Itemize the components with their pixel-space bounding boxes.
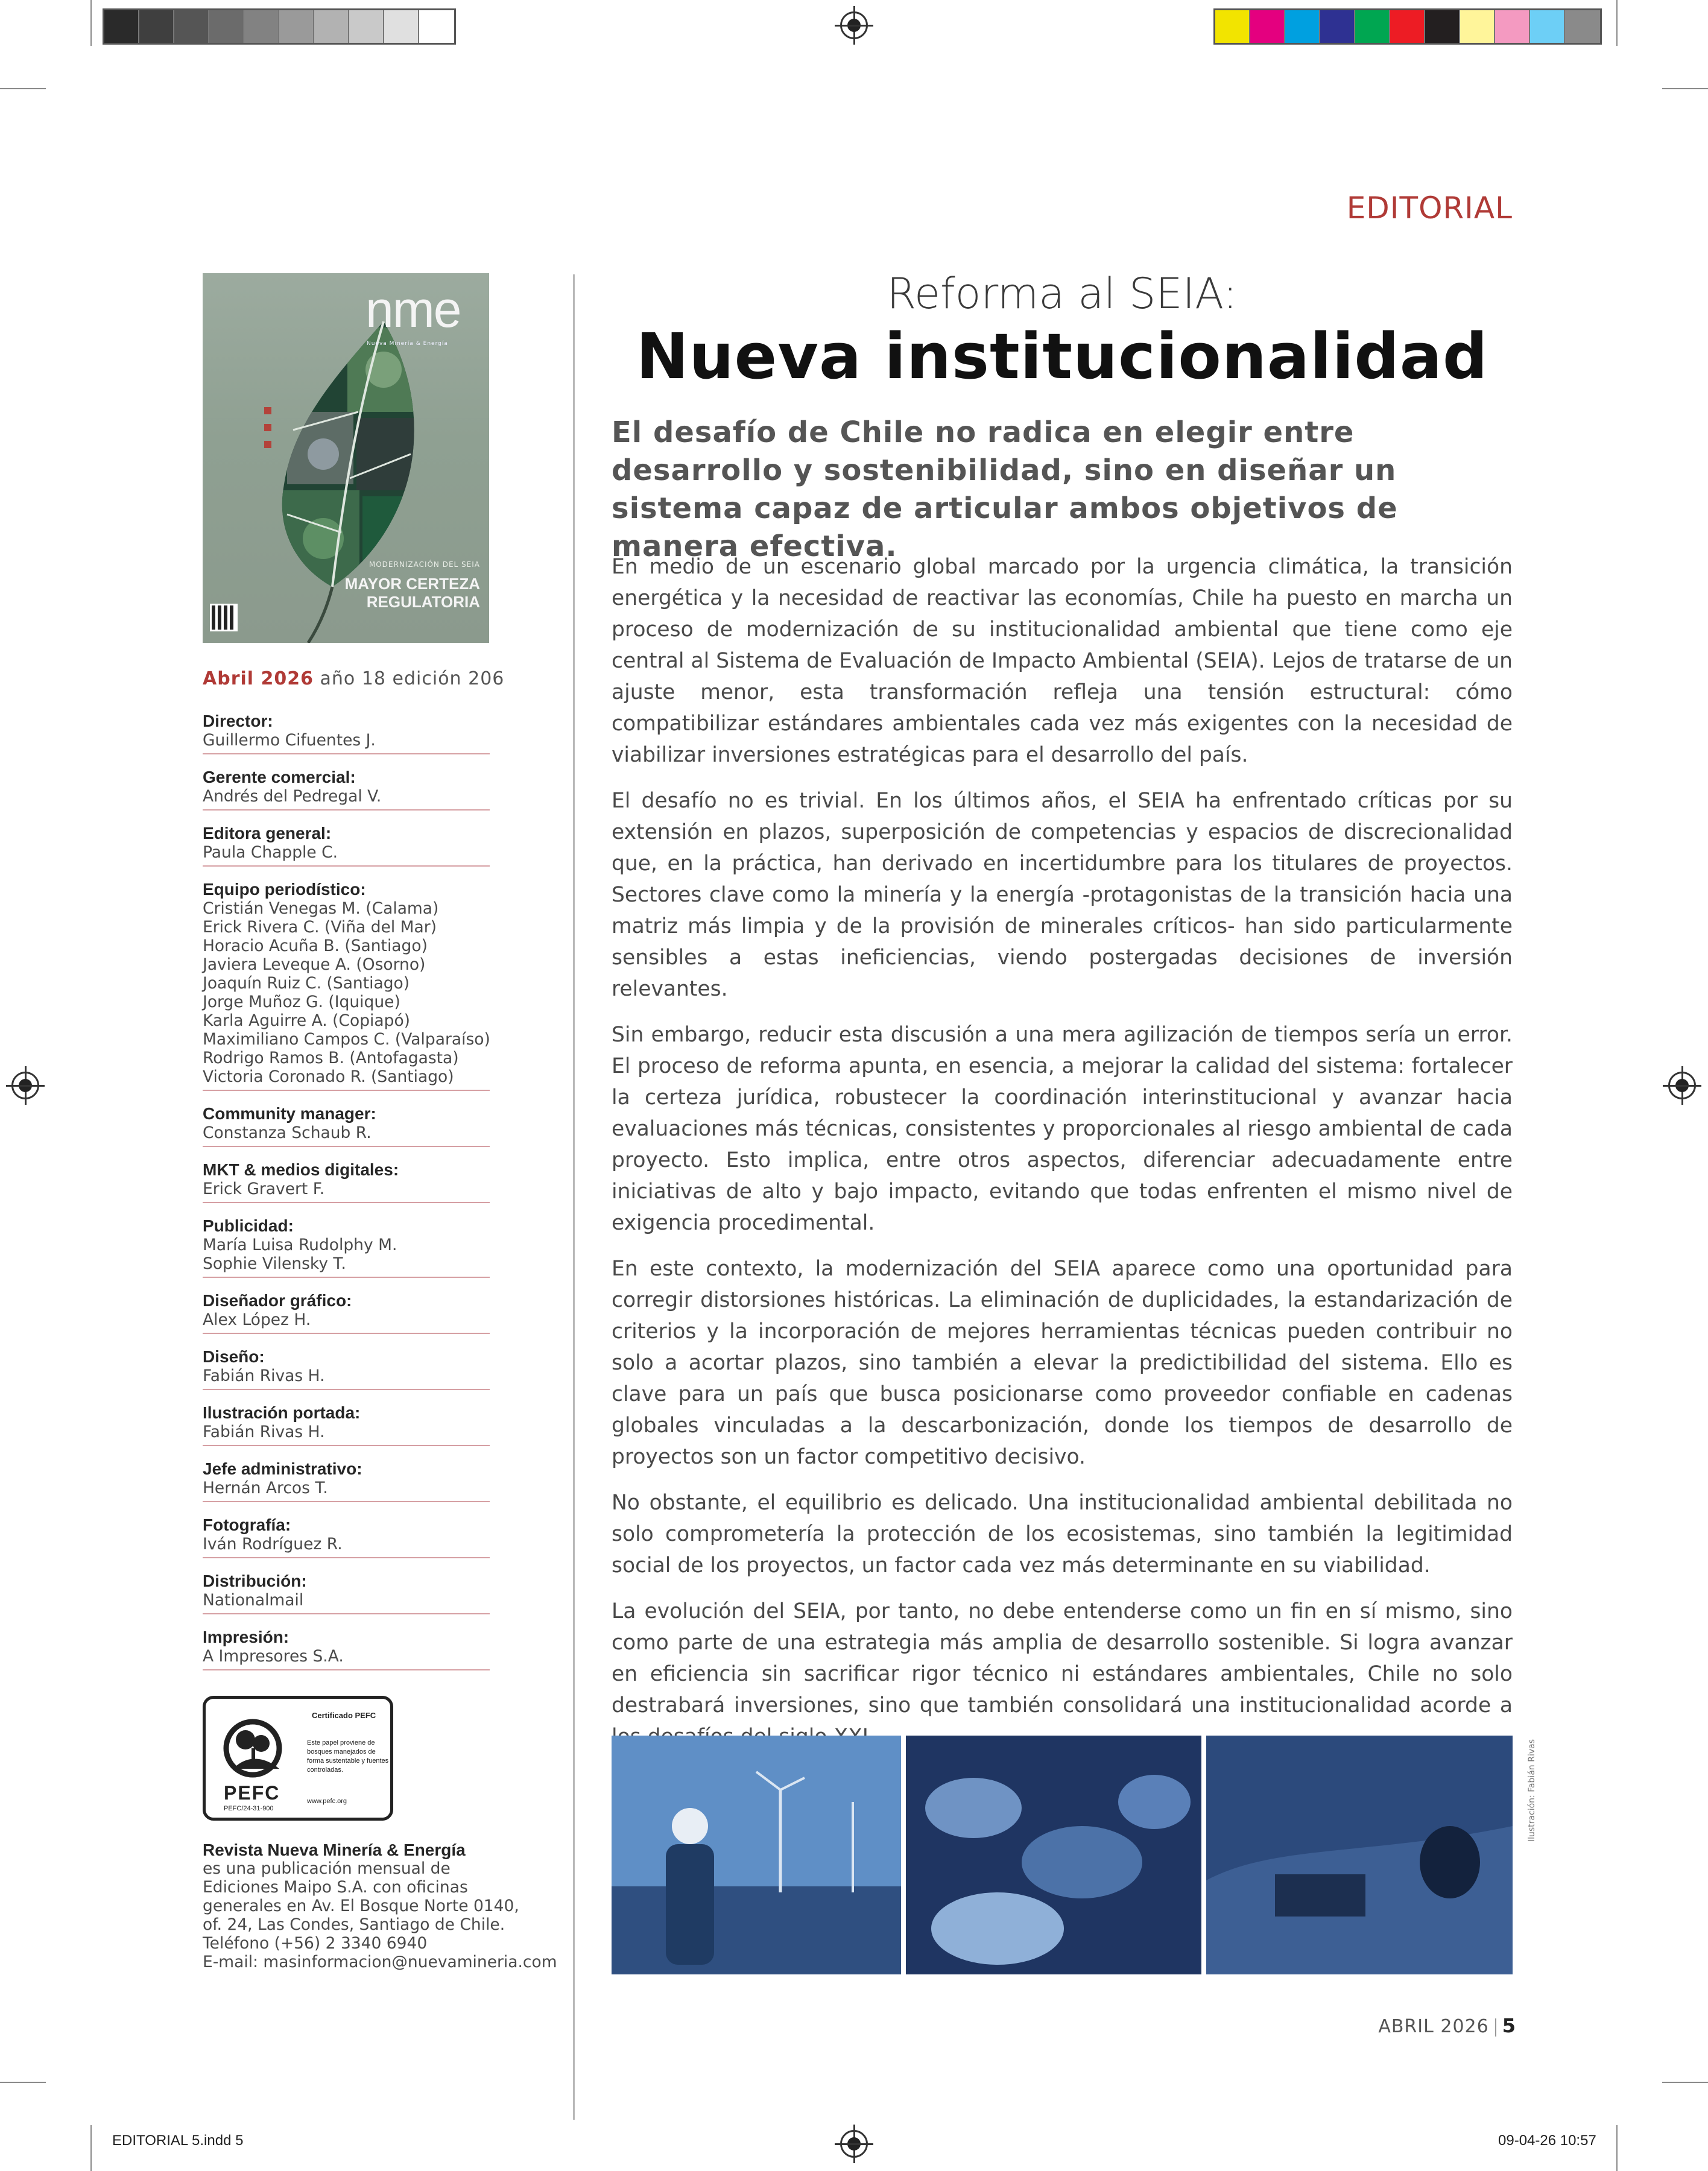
- article-paragraph: No obstante, el equilibrio es delicado. Una institucionalidad ambiental debilitada no solo comprometería la protección de los ecosistemas, sino también la legitimidad social de los proyectos, un factor cada vez más determinante en su viabilidad.: [612, 1491, 1513, 1578]
- registration-mark-right: [1668, 1072, 1696, 1099]
- color-calibration-bar: [1213, 8, 1602, 45]
- cover-accent-square: [264, 407, 271, 414]
- staff-role: Community manager:: [203, 1104, 376, 1123]
- cover-logo: nme: [365, 281, 461, 338]
- staff-role: Diseño:: [203, 1347, 265, 1366]
- color-swatch: [1285, 10, 1320, 43]
- illustration-collage: [612, 1736, 1513, 1974]
- article-kicker: Reforma al SEIA:: [887, 269, 1238, 318]
- staff-role: Equipo periodístico:: [203, 880, 366, 899]
- article-paragraph: El desafío no es trivial. En los últimos años, el SEIA ha enfrentado críticas por su extensión en plazos, superposición de competencias y espacios de discrecionalidad que, en la práctica, han derivado en incertidumbre para los titulares de proyectos. Sectores clave como la minería y la energía -protagonistas de la transición hacia una matriz más limpia y de la provisión de minerales críticos- han sido particularmente sensibles a estas ineficiencias, viendo postergadas decisiones de inversión relevantes.: [612, 789, 1513, 1001]
- color-swatch: [1250, 10, 1285, 43]
- publisher-info: [203, 1841, 589, 1971]
- staff-entry: [203, 1515, 490, 1558]
- staff-role: Diseñador gráfico:: [203, 1291, 352, 1310]
- crop-mark: [90, 2125, 92, 2171]
- color-swatch: [244, 10, 279, 43]
- color-swatch: [1390, 10, 1425, 43]
- staff-role: Ilustración portada:: [203, 1403, 361, 1422]
- cover-headline-line: REGULATORIA: [366, 593, 480, 611]
- qr-code-icon: [210, 604, 238, 631]
- color-swatch: [1215, 10, 1250, 43]
- staff-role: Jefe administrativo:: [203, 1459, 362, 1478]
- staff-entry: [203, 880, 490, 1091]
- pefc-tree-icon: [221, 1713, 294, 1786]
- color-swatch: [279, 10, 314, 43]
- staff-name: Victoria Coronado R. (Santiago): [203, 1067, 454, 1086]
- staff-role: Editora general:: [203, 824, 332, 842]
- cover-accent-square: [264, 441, 271, 448]
- color-swatch: [174, 10, 209, 43]
- staff-name: Joaquín Ruiz C. (Santiago): [203, 974, 410, 993]
- staff-name: Jorge Muñoz G. (Iquique): [203, 993, 400, 1011]
- staff-role: Director:: [203, 712, 273, 730]
- staff-name: A Impresores S.A.: [203, 1647, 344, 1666]
- publisher-line: es una publicación mensual de: [203, 1859, 451, 1878]
- staff-name: Javiera Leveque A. (Osorno): [203, 955, 426, 974]
- staff-role: Publicidad:: [203, 1216, 294, 1235]
- issue-number: año 18 edición 206: [314, 668, 505, 689]
- article-lede: El desafío de Chile no radica en elegir entre desarrollo y sostenibilidad, sino en diseñar un sistema capaz de articular ambos objetivos de manera efectiva.: [612, 416, 1398, 563]
- color-swatch: [1495, 10, 1530, 43]
- registration-mark-top: [840, 11, 868, 39]
- staff-name: Horacio Acuña B. (Santiago): [203, 937, 428, 955]
- staff-entry: [203, 1291, 490, 1334]
- article-title: Nueva institucionalidad: [636, 320, 1488, 393]
- gray-calibration-bar: [103, 8, 456, 45]
- color-swatch: [1530, 10, 1565, 43]
- color-swatch: [209, 10, 244, 43]
- folio-separator: [1495, 2018, 1496, 2037]
- staff-entry: [203, 1160, 490, 1203]
- crop-mark: [0, 2082, 46, 2083]
- staff-name: Iván Rodríguez R.: [203, 1535, 343, 1553]
- staff-name: Andrés del Pedregal V.: [203, 787, 382, 806]
- crop-mark: [90, 0, 92, 46]
- staff-entry: [203, 1459, 490, 1502]
- article-paragraph: Sin embargo, reducir esta discusión a una mera agilización de tiempos sería un error. El proceso de reforma apunta, en esencia, a mejorar la calidad del sistema: fortalecer la certeza jurídica, robustecer la coordinación interinstitucional y avanzar hacia evaluaciones más técnicas, consistentes y proporcionales al riesgo ambiental de cada proyecto. Esto implica, entre otros aspectos, diferenciar adecuadamente entre iniciativas de alto y bajo impacto, evitando que todas enfrenten el mismo nivel de exigencia procedimental.: [612, 1023, 1513, 1235]
- staff-entry: [203, 1628, 490, 1670]
- issue-info: [203, 668, 504, 689]
- pefc-code: PEFC/24-31-900: [224, 1805, 274, 1812]
- pefc-certified-label: Certificado PEFC: [312, 1711, 376, 1720]
- staff-name: Constanza Schaub R.: [203, 1123, 372, 1142]
- color-swatch: [1425, 10, 1460, 43]
- photo-credit: Ilustración: Fabián Rivas: [1527, 1739, 1537, 1842]
- column-divider: [573, 274, 575, 2120]
- registration-mark-left: [11, 1072, 39, 1099]
- article-paragraph: La evolución del SEIA, por tanto, no debe entenderse como un fin en sí mismo, sino como parte de una estrategia más amplia de desarrollo sostenible. Si logra avanzar en eficiencia sin sacrificar rigor técnico ni estándares ambientales, Chile no solo destrabará inversiones, sino que también consolidará una institucionalidad acorde a: [612, 1599, 1513, 1718]
- staff-name: Nationalmail: [203, 1591, 304, 1610]
- pefc-wordmark: PEFC: [224, 1782, 280, 1804]
- publisher-email[interactable]: E-mail: masinformacion@nuevamineria.com: [203, 1953, 557, 1971]
- cover-logo-subtitle: Nueva Minería & Energía: [367, 341, 448, 347]
- article-body: [612, 551, 1513, 1767]
- registration-mark-bottom: [840, 2130, 868, 2158]
- staff-name: Rodrigo Ramos B. (Antofagasta): [203, 1049, 459, 1067]
- article-illustration: [612, 1736, 1513, 1974]
- color-swatch: [1565, 10, 1600, 43]
- cover-accent-square: [264, 424, 271, 431]
- staff-name: Guillermo Cifuentes J.: [203, 731, 376, 750]
- staff-entry: [203, 1104, 490, 1147]
- publisher-line: of. 24, Las Condes, Santiago de Chile.: [203, 1915, 505, 1934]
- color-swatch: [314, 10, 349, 43]
- cover-kicker: MODERNIZACIÓN DEL SEIA: [368, 560, 480, 569]
- color-swatch: [139, 10, 174, 43]
- staff-entry: [203, 712, 490, 754]
- staff-name: Fabián Rivas H.: [203, 1423, 325, 1441]
- staff-name: María Luisa Rudolphy M.: [203, 1236, 397, 1254]
- masthead-staff-list: [203, 712, 490, 1684]
- slug-timestamp: 09-04-26 10:57: [1498, 2132, 1596, 2149]
- crop-mark: [1616, 0, 1618, 46]
- staff-entry: [203, 1216, 490, 1278]
- page-number: 5: [1502, 2014, 1516, 2037]
- staff-entry: [203, 1572, 490, 1614]
- staff-name: Erick Rivera C. (Viña del Mar): [203, 918, 437, 937]
- slug-file-name: EDITORIAL 5.indd 5: [112, 2132, 244, 2149]
- pefc-description: Este papel proviene de bosques manejados de forma sustentable y fuentes controladas.: [307, 1739, 389, 1774]
- staff-name: Sophie Vilensky T.: [203, 1254, 346, 1273]
- staff-role: Impresión:: [203, 1628, 289, 1646]
- staff-role: Gerente comercial:: [203, 768, 356, 786]
- publisher-line: generales en Av. El Bosque Norte 0140,: [203, 1897, 519, 1915]
- staff-name: Erick Gravert F.: [203, 1180, 325, 1198]
- color-swatch: [349, 10, 384, 43]
- article-paragraph: En este contexto, la modernización del SEIA aparece como una oportunidad para corregir distorsiones históricas. La eliminación de duplicidades, la estandarización de criterios y la incorporación de mejores herramientas técnicas pueden contribuir no solo a acortar plazos, sino también a elevar la predictibilidad del sistema. Ello es clave para un país que busca posicionarse como proveedor confiable en cadenas globales vinculadas a la descarbonización, donde los tiempos de desarrollo de proyectos son un factor competitivo decisivo.: [612, 1257, 1513, 1469]
- pefc-certification-badge: [203, 1696, 393, 1821]
- crop-mark: [0, 88, 46, 89]
- staff-entry: [203, 1403, 490, 1446]
- staff-entry: [203, 1347, 490, 1390]
- crop-mark: [1662, 88, 1708, 89]
- folio-label: ABRIL 2026: [1378, 2016, 1489, 2037]
- staff-name: Cristián Venegas M. (Calama): [203, 899, 439, 918]
- color-swatch: [104, 10, 139, 43]
- color-swatch: [1355, 10, 1390, 43]
- staff-name: Hernán Arcos T.: [203, 1479, 328, 1497]
- article-paragraph: En medio de un escenario global marcado por la urgencia climática, la transición energética y la necesidad de reactivar las economías, Chile ha puesto en marcha un proceso de modernización de su institucionalidad ambiental que tiene como eje central al Sistema de Evaluación de Impacto Ambiental (SEIA). Lejos de tratarse de un ajuste menor, esta transformación refleja una tensión estructural: cómo compatibilizar estándares ambientales cada vez más exigentes con la necesidad de viabilizar inversiones estratégicas para el desarrollo del país.: [612, 555, 1513, 767]
- staff-role: Distribución:: [203, 1572, 307, 1590]
- color-swatch: [419, 10, 454, 43]
- magazine-cover: [203, 273, 489, 643]
- color-swatch: [384, 10, 419, 43]
- section-label: EDITORIAL: [1346, 191, 1513, 226]
- crop-mark: [1662, 2082, 1708, 2083]
- staff-role: MKT & medios digitales:: [203, 1160, 399, 1179]
- publisher-title: Revista Nueva Minería & Energía: [203, 1841, 466, 1859]
- publisher-line: Teléfono (+56) 2 3340 6940: [203, 1934, 428, 1953]
- staff-entry: [203, 824, 490, 867]
- staff-name: Fabián Rivas H.: [203, 1367, 325, 1385]
- page-folio: [1378, 2014, 1516, 2037]
- publisher-line: Ediciones Maipo S.A. con oficinas: [203, 1878, 468, 1897]
- staff-entry: [203, 768, 490, 811]
- pefc-website: www.pefc.org: [307, 1798, 347, 1805]
- staff-name: Maximiliano Campos C. (Valparaíso): [203, 1030, 490, 1049]
- staff-name: Karla Aguirre A. (Copiapó): [203, 1011, 411, 1030]
- color-swatch: [1460, 10, 1495, 43]
- crop-mark: [1616, 2125, 1618, 2171]
- staff-name: Paula Chapple C.: [203, 843, 338, 862]
- cover-headline-line: MAYOR CERTEZA: [344, 575, 480, 593]
- issue-date: Abril 2026: [203, 668, 314, 689]
- color-swatch: [1320, 10, 1355, 43]
- staff-name: Alex López H.: [203, 1310, 311, 1329]
- cover-headline: [323, 575, 480, 611]
- staff-role: Fotografía:: [203, 1515, 291, 1534]
